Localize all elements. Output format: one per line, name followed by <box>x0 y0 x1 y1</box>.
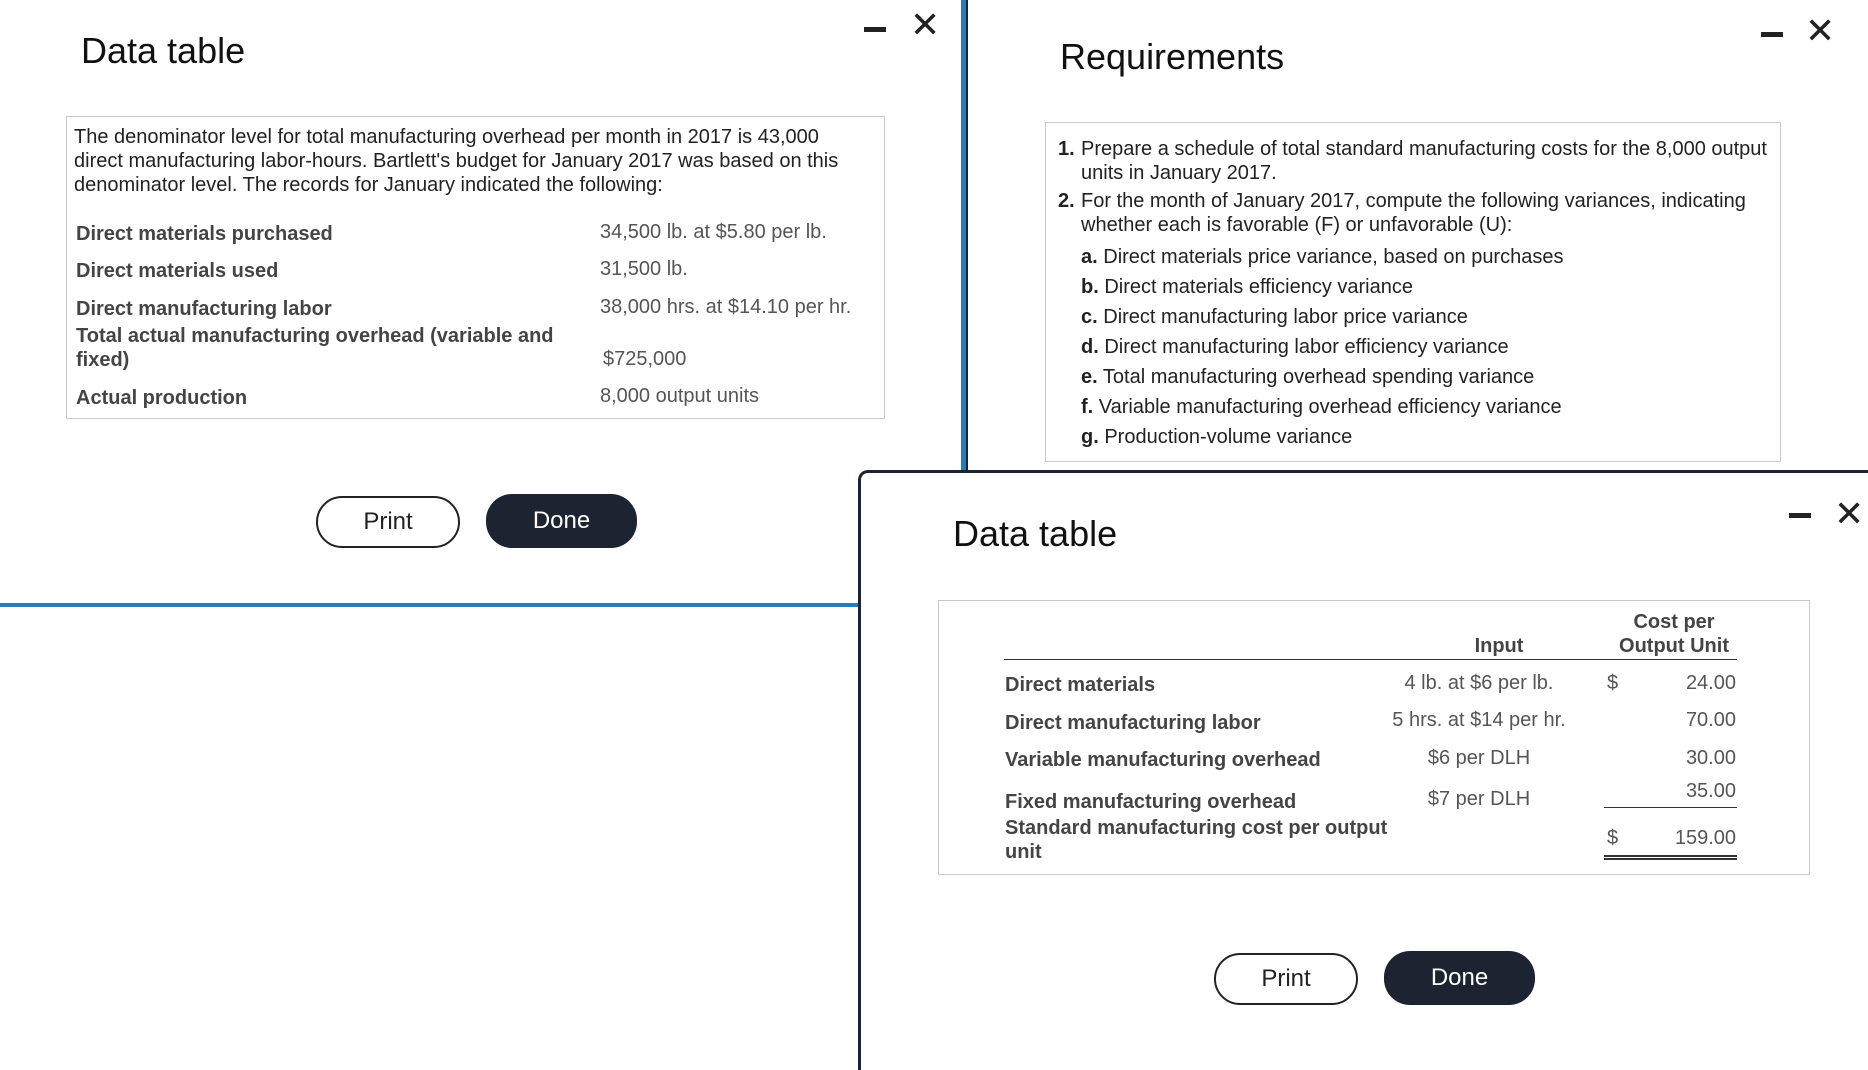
subitem-letter: b. <box>1081 276 1099 298</box>
subitem-text: Direct manufacturing labor price variance <box>1103 306 1468 328</box>
requirement-1 <box>1058 137 1768 185</box>
row-label-materials-purchased: Direct materials purchased <box>76 223 333 245</box>
subitem-letter: a. <box>1081 246 1098 268</box>
subitem-c <box>1081 305 1468 329</box>
total-double-rule <box>1604 855 1737 860</box>
done-button[interactable]: Done <box>486 494 637 548</box>
subitem-a <box>1081 245 1563 269</box>
subitem-text: Direct materials efficiency variance <box>1104 276 1413 298</box>
row-input-direct-materials: 4 lb. at $6 per lb. <box>1404 672 1554 694</box>
subitem-text: Total manufacturing overhead spending variance <box>1102 366 1535 388</box>
row-cost-variable-overhead: 30.00 <box>1685 747 1736 769</box>
row-value-overhead: $725,000 <box>603 348 687 370</box>
row-input-fixed-overhead: $7 per DLH <box>1427 788 1531 810</box>
column-header-input: Input <box>1474 635 1524 657</box>
window-title: Data table <box>81 30 246 71</box>
subtotal-rule <box>1604 807 1737 808</box>
row-input-variable-overhead: $6 per DLH <box>1427 747 1531 769</box>
subitem-letter: g. <box>1081 426 1099 448</box>
done-button[interactable]: Done <box>1384 951 1535 1005</box>
requirement-2 <box>1058 189 1768 237</box>
window-title: Data table <box>953 513 1118 554</box>
subitem-text: Variable manufacturing overhead efficiency variance <box>1098 396 1562 418</box>
row-value-materials-purchased: 34,500 lb. at $5.80 per lb. <box>600 221 827 243</box>
standard-cost-box <box>938 600 1810 875</box>
row-label-total: Standard manufacturing cost per output unit <box>1005 817 1388 863</box>
print-button[interactable]: Print <box>1214 953 1358 1005</box>
dollar-sign: $ <box>1607 672 1619 694</box>
row-cost-direct-materials: 24.00 <box>1685 672 1736 694</box>
row-cost-total: 159.00 <box>1674 827 1736 849</box>
row-cost-direct-labor: 70.00 <box>1685 709 1736 731</box>
window-1-bottom-border <box>0 603 870 607</box>
minimize-icon[interactable] <box>1761 32 1783 37</box>
subitem-e <box>1081 365 1534 389</box>
row-label-labor: Direct manufacturing labor <box>76 298 332 320</box>
print-button[interactable]: Print <box>316 496 460 548</box>
row-value-production: 8,000 output units <box>600 385 760 407</box>
row-value-materials-used: 31,500 lb. <box>600 258 688 280</box>
subitem-letter: d. <box>1081 336 1099 358</box>
requirement-number: 2. <box>1058 190 1075 212</box>
minimize-icon[interactable] <box>864 27 886 32</box>
header-rule <box>1004 659 1737 660</box>
row-label-production: Actual production <box>76 387 248 409</box>
row-label-materials-used: Direct materials used <box>76 260 279 282</box>
subitem-letter: f. <box>1081 396 1094 418</box>
subitem-letter: e. <box>1081 366 1098 388</box>
requirement-text: For the month of January 2017, compute the following variances, indicating whether each is favorable (F) or unfavorable (U): <box>1081 190 1746 236</box>
subitem-text: Production-volume variance <box>1104 426 1353 448</box>
close-icon[interactable]: ✕ <box>1805 11 1836 52</box>
row-input-direct-labor: 5 hrs. at $14 per hr. <box>1392 709 1566 731</box>
row-label-overhead: Total actual manufacturing overhead (variable and fixed) <box>76 325 554 371</box>
data-box <box>66 116 885 419</box>
requirement-number: 1. <box>1058 138 1075 160</box>
data-table-window-1 <box>0 0 964 608</box>
requirements-box <box>1045 122 1781 462</box>
row-label-fixed-overhead: Fixed manufacturing overhead <box>1005 791 1297 813</box>
close-icon[interactable]: ✕ <box>1834 494 1865 535</box>
row-value-labor: 38,000 hrs. at $14.10 per hr. <box>600 296 852 318</box>
data-table-window-2 <box>858 470 1868 1070</box>
subitem-text: Direct materials price variance, based on purchases <box>1103 246 1564 268</box>
requirement-text: Prepare a schedule of total standard manufacturing costs for the 8,000 output units in January 2017. <box>1081 138 1767 184</box>
row-cost-fixed-overhead: 35.00 <box>1685 780 1736 802</box>
close-icon[interactable]: ✕ <box>910 5 941 46</box>
dollar-sign: $ <box>1607 827 1619 849</box>
row-label-variable-overhead: Variable manufacturing overhead <box>1005 749 1321 771</box>
subitem-g <box>1081 425 1352 449</box>
minimize-icon[interactable] <box>1789 513 1811 518</box>
subitem-f <box>1081 395 1562 419</box>
column-header-cost: Cost per Output Unit <box>1619 611 1729 657</box>
window-title: Requirements <box>1060 36 1285 77</box>
row-label-direct-labor: Direct manufacturing labor <box>1005 712 1261 734</box>
intro-text: The denominator level for total manufacturing overhead per month in 2017 is 43,000 direct manufacturing labor-hours. Bartlett's budget for January 2017 was based on this denominator level. The records for January indicated the following: <box>74 126 839 196</box>
subitem-letter: c. <box>1081 306 1098 328</box>
row-label-direct-materials: Direct materials <box>1005 674 1156 696</box>
subitem-text: Direct manufacturing labor efficiency variance <box>1104 336 1509 358</box>
requirements-window <box>968 0 1856 472</box>
subitem-d <box>1081 335 1509 359</box>
subitem-b <box>1081 275 1413 299</box>
